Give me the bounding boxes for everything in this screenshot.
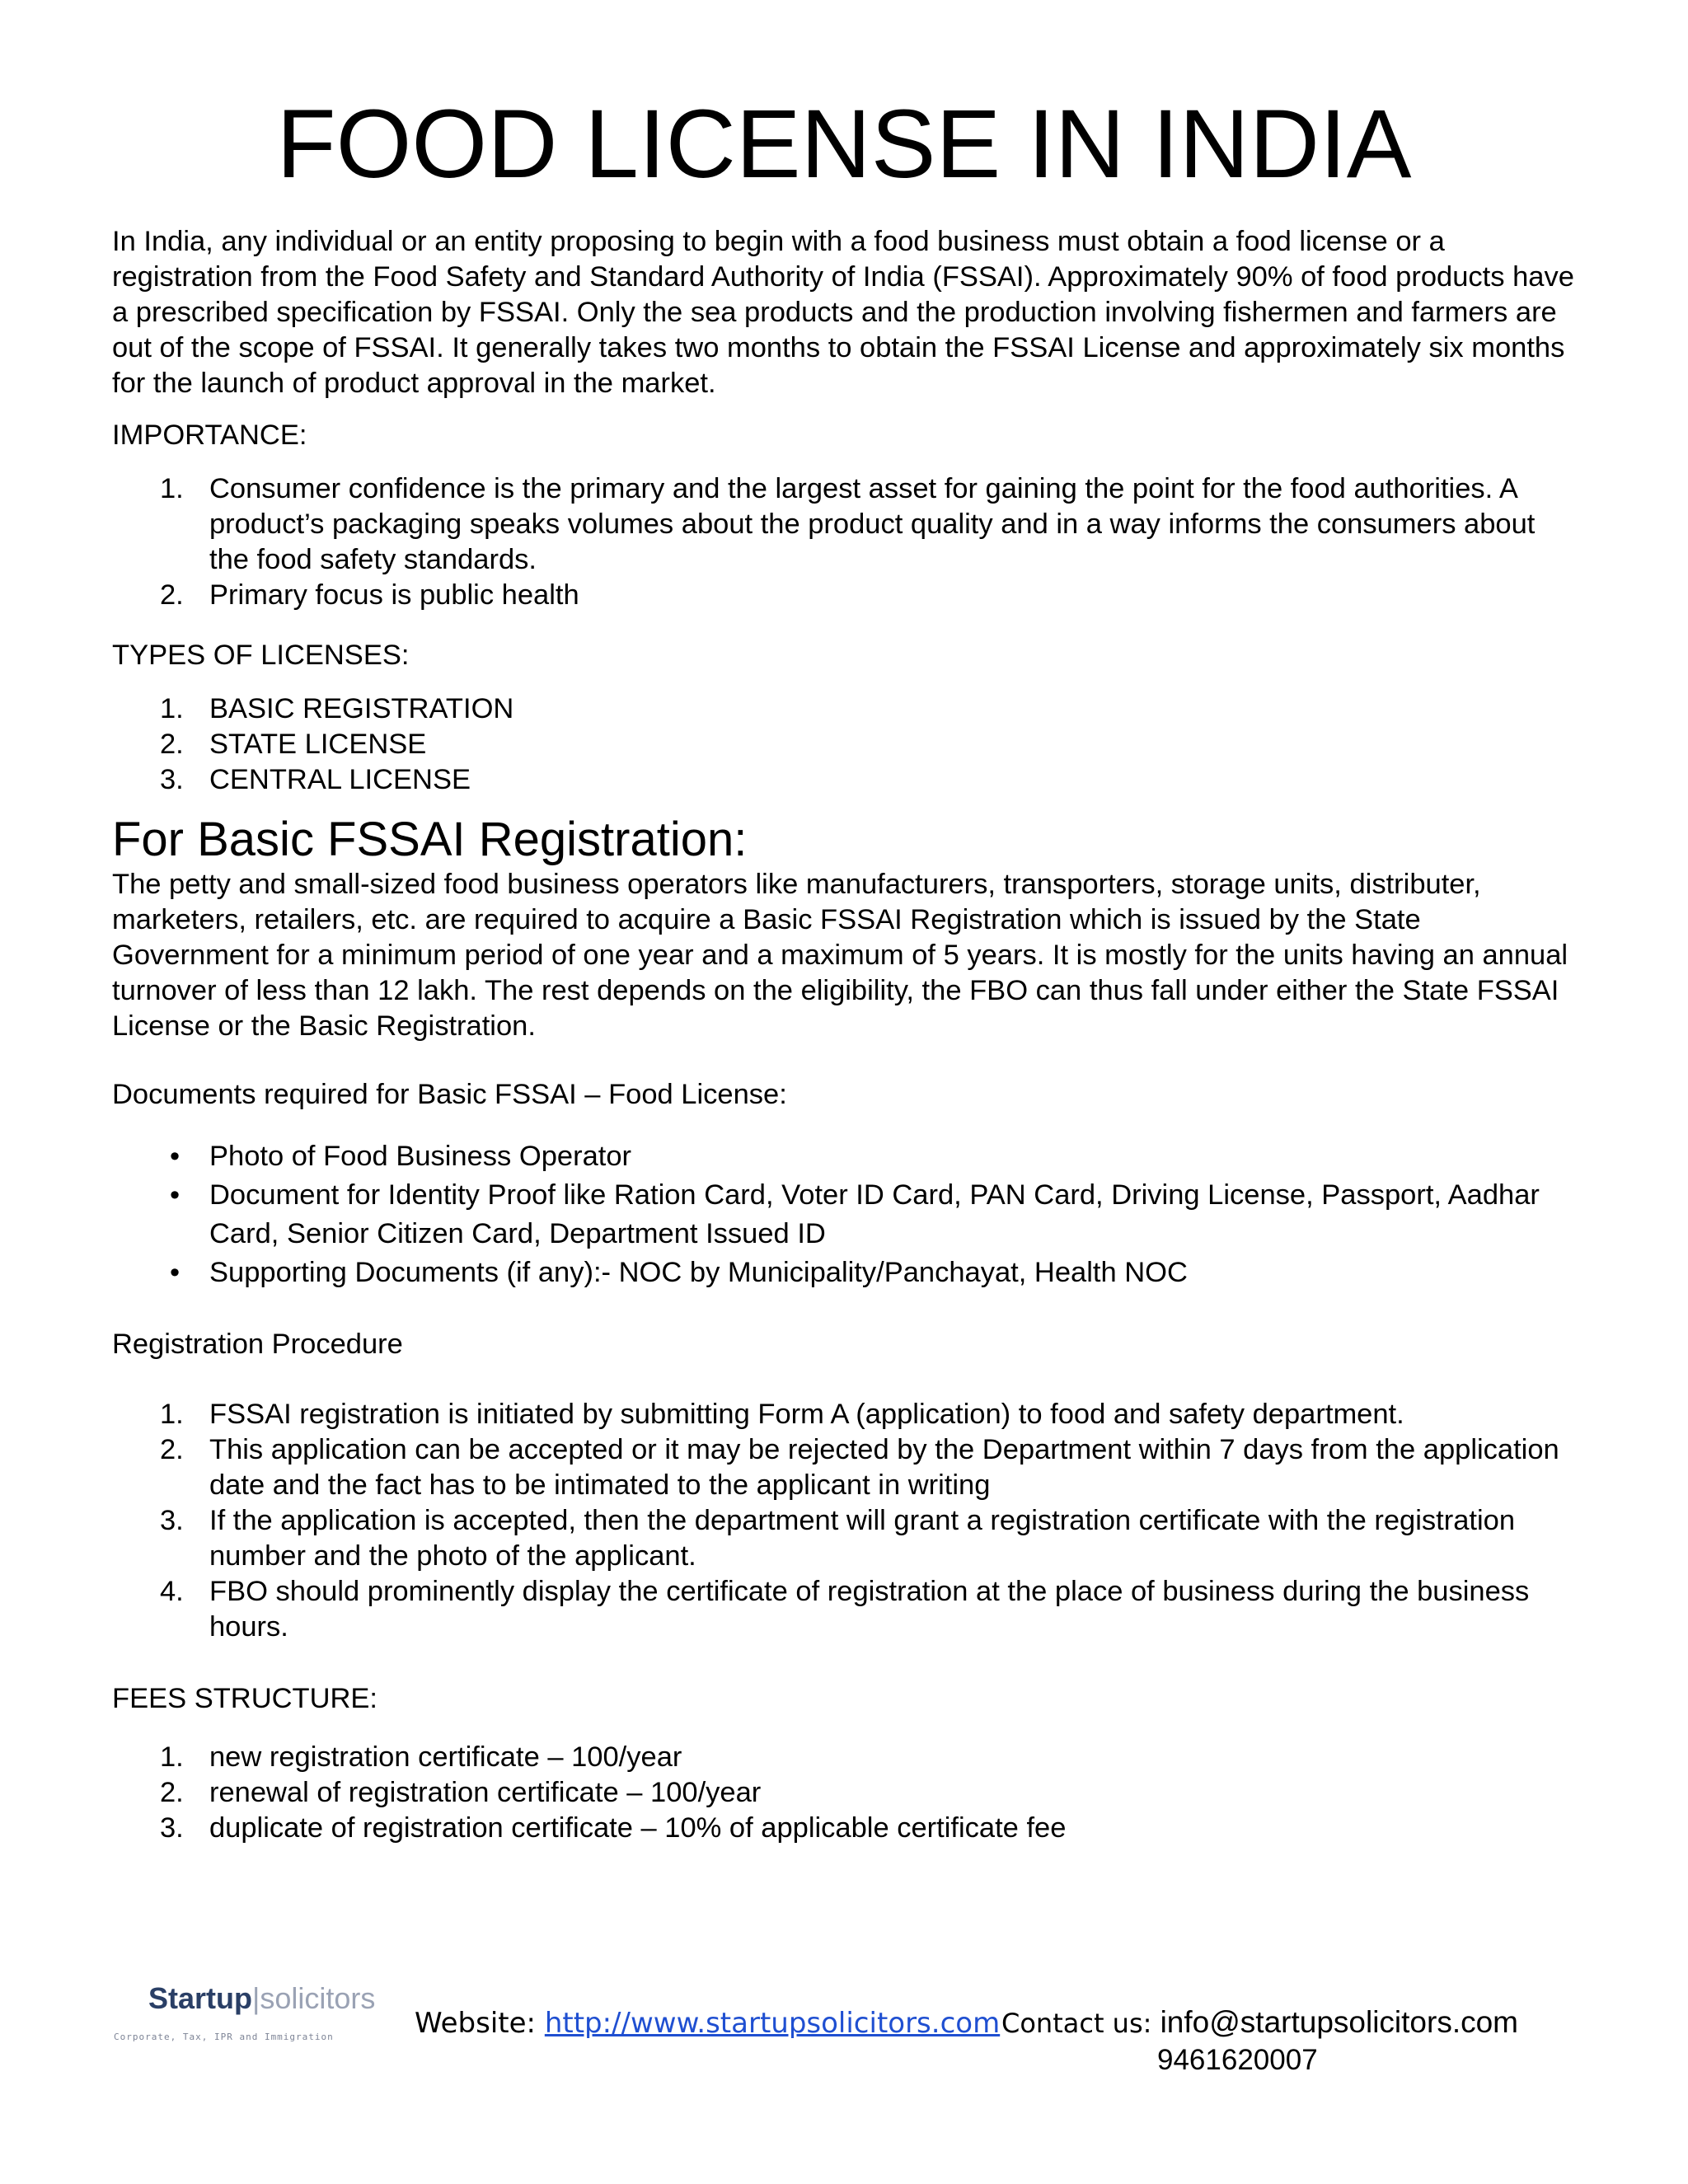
- list-marker: 2.: [160, 1777, 184, 1808]
- bullet-marker: •: [170, 1179, 181, 1211]
- list-marker: 4.: [160, 1576, 184, 1607]
- logo-tagline: Corporate, Tax, IPR and Immigration: [114, 2032, 334, 2042]
- procedure-heading: Registration Procedure: [112, 1329, 403, 1360]
- list-item: [112, 1254, 1579, 1292]
- list-item-text: Primary focus is public health: [209, 579, 579, 611]
- basic-registration-heading: For Basic FSSAI Registration:: [112, 813, 748, 866]
- list-item-text: Document for Identity Proof like Ration Card, Voter ID Card, PAN Card, Driving License, Passport, Aadhar Card, Senior Citizen Card, Department Issued ID: [209, 1179, 1540, 1249]
- list-item-text: If the application is accepted, then the department will grant a registration certificate with the registration number and the photo of the applicant.: [209, 1505, 1516, 1572]
- contact-line: [1001, 2005, 1518, 2040]
- contact-phone: 9461620007: [1157, 2044, 1318, 2076]
- list-marker: 1.: [160, 1399, 184, 1430]
- list-item: [112, 691, 1579, 727]
- list-item-text: This application can be accepted or it may be rejected by the Department within 7 days from the application date and the fact has to be intimated to the applicant in writing: [209, 1434, 1559, 1501]
- list-item: [112, 1574, 1579, 1645]
- list-item: [112, 1397, 1579, 1432]
- list-item: [112, 471, 1579, 578]
- procedure-list: [112, 1397, 1579, 1645]
- documents-list: [112, 1137, 1579, 1292]
- page-footer: [0, 1966, 1688, 2081]
- list-marker: 3.: [160, 1505, 184, 1536]
- website-label: Website:: [415, 2007, 545, 2040]
- list-item-text: Photo of Food Business Operator: [209, 1141, 632, 1172]
- list-item: [112, 1775, 1579, 1811]
- bullet-marker: •: [170, 1257, 181, 1288]
- logo-startup-text: Startup: [148, 1981, 252, 2015]
- page-title: FOOD LICENSE IN INDIA: [276, 90, 1412, 199]
- importance-heading: IMPORTANCE:: [112, 419, 307, 451]
- list-marker: 3.: [160, 764, 184, 795]
- fees-heading: FEES STRUCTURE:: [112, 1683, 378, 1714]
- company-logo: [114, 1981, 410, 2042]
- list-item-text: renewal of registration certificate – 100/year: [209, 1777, 762, 1808]
- website-link[interactable]: http://www.startupsolicitors.com: [544, 2007, 1001, 2040]
- document-body: [112, 224, 1579, 1846]
- list-item: [112, 1137, 1579, 1176]
- contact-label: Contact us:: [1001, 2008, 1160, 2039]
- list-marker: 1.: [160, 1741, 184, 1773]
- list-item-text: new registration certificate – 100/year: [209, 1741, 682, 1773]
- importance-list: [112, 471, 1579, 613]
- list-item-text: CENTRAL LICENSE: [209, 764, 471, 795]
- list-marker: 1.: [160, 693, 184, 724]
- bullet-marker: •: [170, 1141, 181, 1172]
- list-item-text: Supporting Documents (if any):- NOC by Municipality/Panchayat, Health NOC: [209, 1257, 1188, 1288]
- list-marker: 3.: [160, 1812, 184, 1844]
- types-heading: TYPES OF LICENSES:: [112, 640, 410, 671]
- list-marker: 2.: [160, 729, 184, 760]
- list-item: [112, 1811, 1579, 1846]
- contact-email: info@startupsolicitors.com: [1160, 2005, 1519, 2039]
- basic-registration-paragraph: The petty and small-sized food business operators like manufacturers, transporters, storage units, distributer, marketers, retailers, etc. are required to acquire a Basic FSSAI Registration which is issued by the State Government for a minimum period of one year and a maximum of 5 years. It is mostly for the units having an annual turnover of less than 12 lakh. The rest depends on the eligibility, the FBO can thus fall under either the State FSSAI License or the Basic Registration.: [112, 869, 1568, 1042]
- list-marker: 2.: [160, 1434, 184, 1465]
- list-item: [112, 578, 1579, 613]
- fees-list: [112, 1740, 1579, 1846]
- list-item-text: FBO should prominently display the certificate of registration at the place of business during the business hours.: [209, 1576, 1530, 1643]
- list-item: [112, 1432, 1579, 1503]
- list-item: [112, 1503, 1579, 1574]
- list-item-text: BASIC REGISTRATION: [209, 693, 514, 724]
- list-item: [112, 1740, 1579, 1775]
- list-item-text: STATE LICENSE: [209, 729, 427, 760]
- list-item-text: FSSAI registration is initiated by submitting Form A (application) to food and safety department.: [209, 1399, 1404, 1430]
- list-item: [112, 727, 1579, 762]
- logo-wordmark: [148, 1982, 375, 2015]
- list-item: [112, 762, 1579, 798]
- types-list: [112, 691, 1579, 798]
- list-marker: 2.: [160, 579, 184, 611]
- list-item-text: duplicate of registration certificate – 10% of applicable certificate fee: [209, 1812, 1067, 1844]
- website-line: [415, 2007, 1000, 2040]
- intro-paragraph: In India, any individual or an entity proposing to begin with a food business must obtain a food license or a registration from the Food Safety and Standard Authority of India (FSSAI). Approximately 90% of food products have a prescribed specification by FSSAI. Only the sea products and the production involving fishermen and farmers are out of the scope of FSSAI. It generally takes two months to obtain the FSSAI License and approximately six months for the launch of product approval in the market.: [112, 226, 1574, 399]
- logo-solicitors-text: solicitors: [260, 1981, 376, 2015]
- list-item-text: Consumer confidence is the primary and the largest asset for gaining the point for the food authorities. A product’s packaging speaks volumes about the product quality and in a way informs the consumers about the food safety standards.: [209, 473, 1536, 575]
- documents-heading: Documents required for Basic FSSAI – Food License:: [112, 1079, 787, 1110]
- list-item: [112, 1176, 1579, 1254]
- logo-separator: |: [252, 1981, 260, 2015]
- list-marker: 1.: [160, 473, 184, 504]
